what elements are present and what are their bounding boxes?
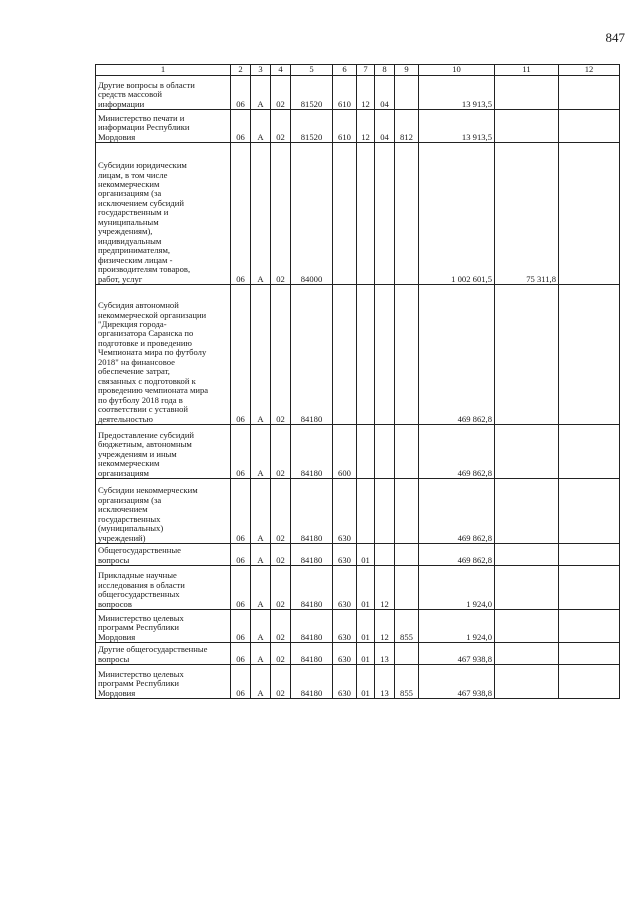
cell-code: 01 (357, 566, 375, 610)
cell-code: А (251, 544, 271, 566)
cell-code: 12 (357, 110, 375, 143)
cell-amount (495, 665, 559, 699)
cell-amount (559, 285, 620, 425)
row-name: Министерство печати и информации Республики Мордовия (96, 110, 231, 143)
table-row (96, 610, 620, 643)
column-header: 11 (495, 65, 559, 76)
cell-amount (559, 110, 620, 143)
cell-code: 06 (231, 566, 251, 610)
cell-amount: 75 311,8 (495, 143, 559, 285)
cell-code: 84000 (291, 143, 333, 285)
table-row (96, 479, 620, 544)
cell-code: А (251, 566, 271, 610)
cell-amount (559, 566, 620, 610)
cell-amount (495, 76, 559, 110)
cell-code (375, 479, 395, 544)
cell-code: 84180 (291, 610, 333, 643)
column-header: 3 (251, 65, 271, 76)
cell-code: 600 (333, 425, 357, 479)
column-header: 7 (357, 65, 375, 76)
cell-amount (495, 643, 559, 665)
cell-code: 06 (231, 76, 251, 110)
cell-code (395, 566, 419, 610)
cell-code: 84180 (291, 285, 333, 425)
row-name: Министерство целевых программ Республики Мордовия (96, 665, 231, 699)
column-header: 12 (559, 65, 620, 76)
cell-code: 02 (271, 610, 291, 643)
cell-code (395, 425, 419, 479)
cell-code: 81520 (291, 110, 333, 143)
table-row (96, 425, 620, 479)
cell-code: 02 (271, 479, 291, 544)
cell-code (395, 143, 419, 285)
cell-code (395, 643, 419, 665)
cell-code (357, 143, 375, 285)
cell-code: 630 (333, 643, 357, 665)
row-name: Другие вопросы в области средств массовой информации (96, 76, 231, 110)
cell-amount: 1 924,0 (419, 566, 495, 610)
table-row (96, 76, 620, 110)
cell-code: 630 (333, 479, 357, 544)
cell-code: 01 (357, 544, 375, 566)
cell-code: 02 (271, 665, 291, 699)
cell-amount: 469 862,8 (419, 479, 495, 544)
cell-amount (495, 110, 559, 143)
cell-amount: 13 913,5 (419, 76, 495, 110)
cell-code (357, 285, 375, 425)
cell-code (357, 479, 375, 544)
cell-amount (559, 76, 620, 110)
cell-code: А (251, 643, 271, 665)
cell-amount: 467 938,8 (419, 643, 495, 665)
row-name: Субсидии юридическим лицам, в том числе некоммерческим организациям (за исключением субсидий государственным и муниципальным учреждениям), индивидуальным предпринимателям, физическим лицам - производителям товаров, работ, услуг (96, 143, 231, 285)
cell-amount (559, 479, 620, 544)
cell-code: А (251, 143, 271, 285)
cell-code: 855 (395, 665, 419, 699)
row-name: Предоставление субсидий бюджетным, автономным учреждениям и иным некоммерческим организациям (96, 425, 231, 479)
column-header: 1 (96, 65, 231, 76)
cell-code: 84180 (291, 425, 333, 479)
cell-code: 02 (271, 143, 291, 285)
column-header: 8 (375, 65, 395, 76)
cell-amount (559, 610, 620, 643)
page-number: 847 (605, 30, 625, 45)
cell-amount (495, 285, 559, 425)
cell-code: 06 (231, 285, 251, 425)
cell-code: 06 (231, 643, 251, 665)
cell-amount (559, 143, 620, 285)
column-header: 10 (419, 65, 495, 76)
cell-code: А (251, 425, 271, 479)
cell-code: 12 (375, 566, 395, 610)
cell-code: 02 (271, 76, 291, 110)
cell-amount: 469 862,8 (419, 425, 495, 479)
cell-code: А (251, 665, 271, 699)
cell-code: 630 (333, 566, 357, 610)
cell-code: 12 (375, 610, 395, 643)
cell-amount: 467 938,8 (419, 665, 495, 699)
header-row (96, 65, 620, 76)
table-row (96, 285, 620, 425)
column-header: 6 (333, 65, 357, 76)
cell-code: 81520 (291, 76, 333, 110)
table-row (96, 143, 620, 285)
cell-code: 84180 (291, 566, 333, 610)
cell-code: 06 (231, 425, 251, 479)
cell-amount (559, 643, 620, 665)
cell-code (395, 479, 419, 544)
cell-code: 04 (375, 76, 395, 110)
column-header: 9 (395, 65, 419, 76)
cell-code (395, 285, 419, 425)
cell-code (395, 544, 419, 566)
cell-code: 02 (271, 285, 291, 425)
cell-code: 06 (231, 143, 251, 285)
cell-code: 01 (357, 610, 375, 643)
cell-code (375, 143, 395, 285)
row-name: Министерство целевых программ Республики Мордовия (96, 610, 231, 643)
cell-code: 630 (333, 665, 357, 699)
cell-code: 630 (333, 610, 357, 643)
cell-amount (495, 425, 559, 479)
cell-code: 01 (357, 665, 375, 699)
row-name: Субсидии некоммерческим организациям (за исключением государственных (муниципальных) учреждений) (96, 479, 231, 544)
table-row (96, 643, 620, 665)
cell-code: 02 (271, 425, 291, 479)
cell-amount (495, 610, 559, 643)
cell-code: 84180 (291, 665, 333, 699)
cell-code: 630 (333, 544, 357, 566)
cell-code: 06 (231, 110, 251, 143)
cell-amount (559, 425, 620, 479)
cell-code: 812 (395, 110, 419, 143)
cell-code: 610 (333, 76, 357, 110)
cell-code (357, 425, 375, 479)
cell-code (333, 143, 357, 285)
cell-code: 84180 (291, 544, 333, 566)
cell-amount: 1 002 601,5 (419, 143, 495, 285)
cell-code: А (251, 610, 271, 643)
cell-code: 02 (271, 566, 291, 610)
cell-code (375, 544, 395, 566)
cell-code: 06 (231, 665, 251, 699)
cell-code: 06 (231, 544, 251, 566)
row-name: Субсидия автономной некоммерческой организации "Дирекция города- организатора Саранска по подготовке и проведению Чемпионата мира по футболу 2018" на финансовое обеспечение затрат, связанных с подготовкой к проведению чемпионата мира по футболу 2018 года в соответствии с уставной деятельностью (96, 285, 231, 425)
cell-amount (559, 665, 620, 699)
column-header: 4 (271, 65, 291, 76)
cell-code (395, 76, 419, 110)
cell-amount (559, 544, 620, 566)
cell-code (375, 285, 395, 425)
cell-amount: 469 862,8 (419, 285, 495, 425)
table-row (96, 665, 620, 699)
cell-amount (495, 566, 559, 610)
cell-code: 84180 (291, 479, 333, 544)
cell-amount: 469 862,8 (419, 544, 495, 566)
cell-code (333, 285, 357, 425)
cell-amount (495, 479, 559, 544)
cell-amount (495, 544, 559, 566)
cell-code: 12 (357, 76, 375, 110)
cell-amount: 13 913,5 (419, 110, 495, 143)
column-header: 5 (291, 65, 333, 76)
table-row (96, 110, 620, 143)
row-name: Другие общегосударственные вопросы (96, 643, 231, 665)
cell-amount: 1 924,0 (419, 610, 495, 643)
row-name: Прикладные научные исследования в области общегосударственных вопросов (96, 566, 231, 610)
table-row (96, 544, 620, 566)
cell-code: 13 (375, 665, 395, 699)
cell-code: 04 (375, 110, 395, 143)
cell-code: А (251, 479, 271, 544)
cell-code: 02 (271, 110, 291, 143)
cell-code: 13 (375, 643, 395, 665)
cell-code: 610 (333, 110, 357, 143)
cell-code: 01 (357, 643, 375, 665)
budget-table (95, 64, 620, 699)
cell-code: А (251, 110, 271, 143)
cell-code: А (251, 76, 271, 110)
row-name: Общегосударственные вопросы (96, 544, 231, 566)
cell-code: 02 (271, 544, 291, 566)
cell-code: 84180 (291, 643, 333, 665)
cell-code: 06 (231, 610, 251, 643)
cell-code: А (251, 285, 271, 425)
cell-code: 855 (395, 610, 419, 643)
cell-code (375, 425, 395, 479)
cell-code: 06 (231, 479, 251, 544)
table-row (96, 566, 620, 610)
cell-code: 02 (271, 643, 291, 665)
column-header: 2 (231, 65, 251, 76)
